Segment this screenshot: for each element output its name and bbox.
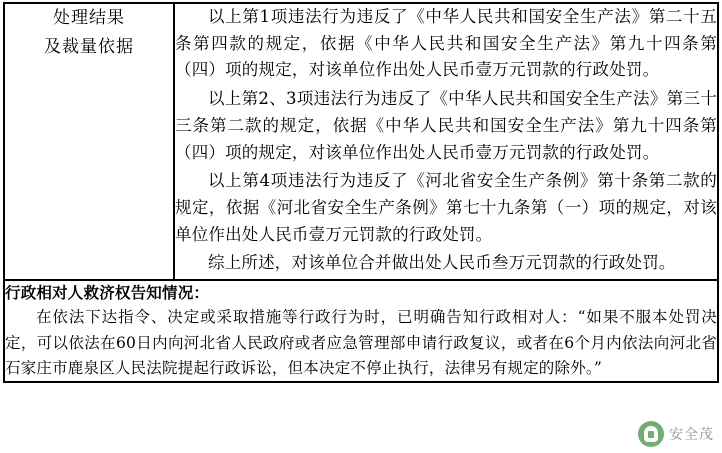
remedy-notice-title: 行政相对人救济权告知情况： xyxy=(5,283,210,303)
remedy-notice-body-rest: 决定，可以依法在60日内向河北省人民政府或者应急管理部申请行政复议，或者在6个月内依法向河北省石家庄市鹿泉区人民法院提起行政诉讼，但本决定不停止执行，法律另有规定的除外。” xyxy=(5,308,717,377)
row-label-line-1: 处理结果 xyxy=(53,8,125,28)
watermark xyxy=(638,421,714,447)
paragraph-1: 以上第1项违法行为违反了《中华人民共和国安全生产法》第二十五条第四款的规定，依据《中华人民共和国安全生产法》第九十四条第（四）项的规定，对该单位作出处人民币壹万元罚款的行政处罚。 xyxy=(175,7,717,80)
row-content-cell xyxy=(174,3,718,280)
remedy-notice-body-first: 在依法下达指令、决定或采取措施等行政行为时，已明确告知行政相对人：“如果不服本处罚 xyxy=(36,308,702,327)
table-row xyxy=(4,280,718,382)
penalty-table xyxy=(3,2,719,383)
remedy-notice-body xyxy=(5,305,717,380)
watermark-label: 安全茂 xyxy=(669,427,714,443)
table-row xyxy=(4,3,718,280)
shield-icon xyxy=(638,421,664,447)
remedy-notice-cell xyxy=(4,280,718,382)
row-label-cell xyxy=(4,3,174,280)
paragraph-3: 以上第4项违法行为违反了《河北省安全生产条例》第十条第二款的规定，依据《河北省安全生产条例》第七十九条第（一）项的规定，对该单位作出处人民币壹万元罚款的行政处罚。 xyxy=(175,171,717,244)
row-label-line-2: 及裁量依据 xyxy=(44,36,134,57)
paragraph-4: 综上所述，对该单位合并做出处人民币叁万元罚款的行政处罚。 xyxy=(208,253,676,273)
paragraph-2: 以上第2、3项违法行为违反了《中华人民共和国安全生产法》第三十三条第二款的规定，依据《中华人民共和国安全生产法》第九十四条第（四）项的规定，对该单位作出处人民币壹万元罚款的行政处罚。 xyxy=(175,89,717,162)
